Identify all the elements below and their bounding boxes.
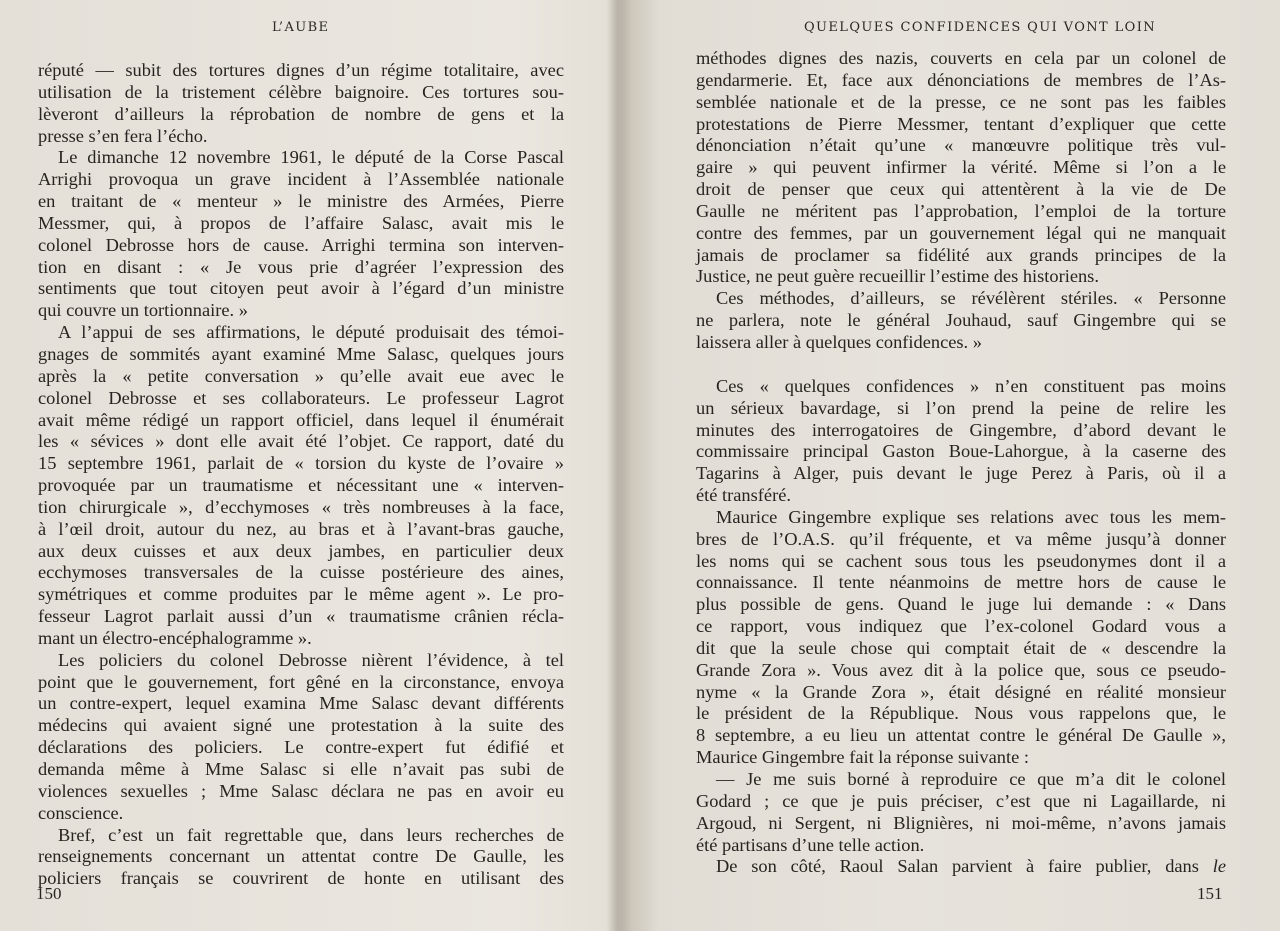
text-line: conscience. [38,802,124,823]
text-line: les noms qui se cachent sous tous les pseudonymes dont il a [696,550,1226,571]
text-line: Bref, c’est un fait regrettable que, dans leurs recherches de [58,824,564,845]
text-line: violences sexuelles ; Mme Salasc déclara ne pas en avoir eu [38,780,564,801]
text-line: Justice, ne peut guère recueillir l’estime des historiens. [696,266,1099,287]
running-head: L’AUBE [272,20,330,35]
text-line: été partisans d’une telle action. [696,834,925,855]
text-line: Maurice Gingembre fait la réponse suivante : [696,747,1029,768]
page-body-text [38,60,564,890]
text-line: Arrighi provoqua un grave incident à l’Assemblée nationale [38,169,564,190]
text-line: gendarmerie. Et, face aux dénonciations de membres de l’As- [696,69,1226,90]
text-line: semblée nationale et de la presse, ce ne sont pas les faibles [696,91,1226,112]
text-line: jamais de proclamer sa fidélité aux grands principes de la [696,244,1226,265]
text-line: demanda même à Mme Salasc si elle n’avait pas subi de [38,759,564,779]
text-line: Godard ; ce que je puis préciser, c’est que ni Lagaillarde, ni [696,790,1226,811]
text-line: fesseur Lagrot parlait aussi d’un « traumatisme crânien récla- [38,606,564,627]
page-number: 151 [1197,884,1223,903]
text-line: contre des femmes, par un gouvernement légal qui ne manquait [696,222,1226,243]
text-line: renseignements concernant un attentat contre De Gaulle, les [38,846,564,867]
italic-word: le [1212,856,1226,877]
text-line: utilisation de la tristement célèbre baignoire. Ces tortures sou- [38,81,564,102]
text-line: en traitant de « menteur » le ministre des Armées, Pierre [38,191,564,212]
text-line: point que le gouvernement, fort gêné en la circonstance, envoya [38,671,564,692]
text-line: à l’œil droit, autour du nez, au bras et à l’avant-bras gauche, [38,518,564,539]
text-line: Messmer, qui, à propos de l’affaire Salasc, avait mis le [38,212,564,233]
text-line: protestations de Pierre Messmer, tentant d’expliquer que cette [696,113,1226,134]
text-line: Tagarins à Alger, puis devant le juge Perez à Paris, où il a [696,463,1226,484]
text-line: gaire » qui peuvent infirmer la vérité. Même si l’on a le [696,157,1226,178]
text-line: ne parlera, note le général Jouhaud, sauf Gingembre qui se [696,310,1226,331]
text-line: Maurice Gingembre explique ses relations avec tous les mem- [716,506,1226,527]
text-line: plus possible de gens. Quand le juge lui demande : « Dans [696,594,1226,615]
text-line: gnages de sommités ayant examiné Mme Salasc, quelques jours [38,343,564,364]
text-line: un contre-expert, lequel examina Mme Salasc devant différents [38,693,564,714]
text-line: colonel Debrosse et ses collaborateurs. Le professeur Lagrot [38,387,564,408]
page-body-text [696,48,1226,878]
text-line: nyme « la Grande Zora », était désigné en réalité monsieur [696,681,1226,702]
text-line: provoquée par un traumatisme et nécessitant une « interven- [38,475,564,496]
page-number: 150 [36,884,62,903]
text-line: laissera aller à quelques confidences. » [696,331,982,352]
text-line: Ces méthodes, d’ailleurs, se révélèrent stériles. « Personne [716,288,1226,309]
text-line: dit que la seule chose qui comptait était de « descendre la [696,637,1226,658]
text-line: Grande Zora ». Vous avez dit à la police que, sous ce pseudo- [696,659,1226,680]
text-line: tion chirurgicale », d’ecchymoses « très nombreuses à la face, [38,496,564,517]
text-line: le président de la République. Nous vous rappelons que, le [696,703,1226,724]
text-line: ce rapport, vous indiquez que l’ex-colonel Godard vous a [696,616,1226,637]
running-head: QUELQUES CONFIDENCES QUI VONT LOIN [804,20,1157,35]
text-line: ecchymoses transversales de la cuisse postérieure des aines, [38,562,564,583]
left-page [0,0,610,931]
right-page [630,0,1280,931]
text-line: Ces « quelques confidences » n’en constituent pas moins [716,375,1226,396]
text-line: Gaulle ne méritent pas l’approbation, l’emploi de la torture [696,200,1226,221]
text-line: qui couvre un tortionnaire. » [38,300,248,321]
text-line: 8 septembre, a eu lieu un attentat contre le général De Gaulle », [696,725,1226,746]
text-line: minutes des interrogatoires de Gingembre, d’abord devant le [696,419,1226,440]
text-line: Les policiers du colonel Debrosse nièrent l’évidence, à tel [58,649,564,670]
text-line: connaissance. Il tente néanmoins de mettre hors de cause le [696,572,1226,593]
text-line: symétriques et comme produites par le même agent ». Le pro- [38,584,564,605]
text-line: A l’appui de ses affirmations, le député produisait des témoi- [58,322,564,343]
text-line: les « sévices » dont elle avait été l’objet. Ce rapport, daté du [38,431,564,452]
text-line: avait même rédigé un rapport officiel, dans lequel il énumérait [38,409,564,430]
text-line: déclarations des policiers. Le contre-expert fut édifié et [38,737,564,758]
section-break [696,354,1226,376]
text-line: après la « petite conversation » qu’elle avait eue avec le [38,365,564,386]
text-line: droit de penser que ceux qui attentèrent à la vie de De [696,179,1226,200]
text-line: commissaire principal Gaston Boue-Lahorgue, à la caserne des [696,441,1226,462]
text-line: 15 septembre 1961, parlait de « torsion du kyste de l’ovaire » [38,453,564,474]
text-line: Argoud, ni Sergent, ni Blignières, ni moi-même, n’avons jamais [696,812,1226,833]
text-line: été transféré. [696,485,791,506]
text-line: sentiments que tout citoyen peut avoir à l’égard d’un ministre [38,278,564,299]
text-line: tion en disant : « Je vous prie d’agréer l’expression des [38,256,564,277]
text-line: aux deux cuisses et aux deux jambes, en particulier deux [38,540,564,561]
text-line: colonel Debrosse hors de cause. Arrighi termina son interven- [38,234,564,255]
text-line: réputé — subit des tortures dignes d’un régime totalitaire, avec [38,60,564,80]
text-line: lèveront d’ailleurs la réprobation de nombre de gens et la [38,103,564,124]
text-line: presse s’en fera l’écho. [38,125,208,146]
text-line: — Je me suis borné à reproduire ce que m’a dit le colonel [716,769,1226,789]
text-line: un sérieux bavardage, si l’on prend la peine de relire les [696,397,1226,418]
text-line: De son côté, Raoul Salan parvient à faire publier, dans le [716,856,1226,877]
text-line: Le dimanche 12 novembre 1961, le député de la Corse Pascal [58,147,564,168]
text-line: méthodes dignes des nazis, couverts en cela par un colonel de [696,48,1226,68]
text-line: mant un électro-encéphalogramme ». [38,627,312,648]
text-line: médecins qui avaient signé une protestation à la suite des [38,715,564,736]
text-line: policiers français se couvrirent de honte en utilisant des [38,868,564,889]
text-line: dénonciation n’était qu’une « manœuvre politique très vul- [696,135,1226,156]
text-line: bres de l’O.A.S. qu’il fréquente, et va même jusqu’à donner [696,528,1226,549]
